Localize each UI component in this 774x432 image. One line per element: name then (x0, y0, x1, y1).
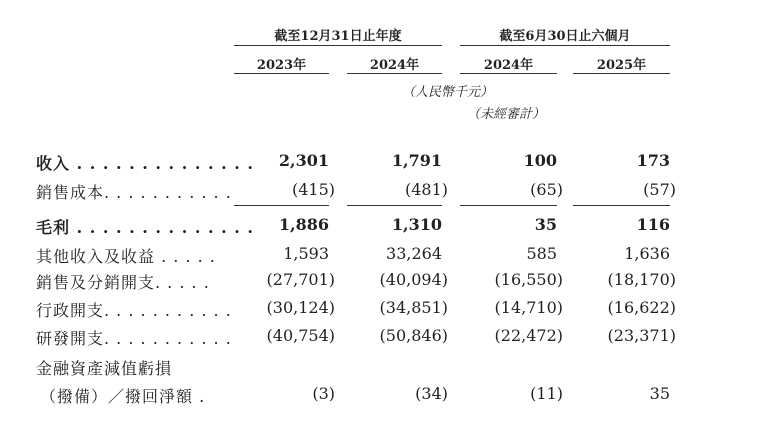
row-label-impairment-cont: （撥備）／撥回淨額 . (40, 387, 206, 406)
year-header-1: 2023年 (256, 58, 307, 73)
value-revenue-2023: 2,301 (278, 151, 329, 170)
row-label-gross-profit: 毛利 . . . . . . . . . . . . . . (36, 218, 254, 237)
value-gross-2023: 1,886 (278, 215, 329, 234)
value-other-income-h1-2025: 1,636 (624, 244, 670, 263)
value-gross-h1-2025: 116 (636, 215, 670, 234)
value-revenue-2024: 1,791 (391, 151, 442, 170)
row-label-rd-expenses: 研發開支. . . . . . . . . . . (36, 329, 232, 348)
value-cost-2023: (415) (291, 180, 335, 199)
value-other-income-2024: 33,264 (386, 244, 442, 263)
row-label-impairment: 金融資產減值虧損 (36, 359, 173, 378)
value-other-income-2023: 1,593 (283, 244, 329, 263)
year-rule-1 (234, 73, 329, 74)
gross-rule-2 (347, 205, 442, 206)
value-rd-h1-2025: (23,371) (607, 326, 676, 345)
row-label-selling-expenses: 銷售及分銷開支. . . . . (36, 273, 210, 292)
value-other-income-h1-2024: 585 (526, 244, 557, 263)
gross-rule-3 (460, 205, 557, 206)
value-impairment-2023: (3) (312, 384, 335, 403)
header-group-six-months: 截至6月30日止六個月 (499, 29, 631, 44)
unaudited-label: （未經審計） (467, 107, 546, 122)
row-label-other-income: 其他收入及收益 . . . . . (36, 247, 216, 266)
header-group1-rule (234, 45, 442, 46)
gross-rule-4 (573, 205, 670, 206)
gross-rule-1 (234, 205, 329, 206)
value-gross-2024: 1,310 (391, 215, 442, 234)
year-rule-2 (347, 73, 442, 74)
year-header-2: 2024年 (369, 58, 420, 73)
value-rd-2024: (50,846) (379, 326, 448, 345)
value-impairment-h1-2025: 35 (649, 384, 670, 403)
row-label-admin-expenses: 行政開支. . . . . . . . . . . (36, 301, 232, 320)
value-selling-2024: (40,094) (379, 270, 448, 289)
value-admin-h1-2025: (16,622) (607, 298, 676, 317)
row-label-revenue: 收入 . . . . . . . . . . . . . . (36, 154, 254, 173)
year-header-4: 2025年 (596, 58, 647, 73)
value-revenue-h1-2025: 173 (636, 151, 670, 170)
year-rule-3 (460, 73, 557, 74)
year-rule-4 (573, 73, 670, 74)
header-group-year-end: 截至12月31日止年度 (274, 29, 402, 44)
value-rd-h1-2024: (22,472) (494, 326, 563, 345)
row-label-cost-of-sales: 銷售成本. . . . . . . . . . . (36, 183, 232, 202)
year-header-3: 2024年 (483, 58, 534, 73)
value-cost-h1-2024: (65) (530, 180, 563, 199)
unit-label: （人民幣千元） (402, 85, 494, 100)
value-admin-2024: (34,851) (379, 298, 448, 317)
value-cost-2024: (481) (404, 180, 448, 199)
value-gross-h1-2024: 35 (534, 215, 557, 234)
value-revenue-h1-2024: 100 (523, 151, 557, 170)
value-rd-2023: (40,754) (266, 326, 335, 345)
value-admin-2023: (30,124) (266, 298, 335, 317)
value-impairment-h1-2024: (11) (530, 384, 563, 403)
value-selling-h1-2024: (16,550) (494, 270, 563, 289)
value-impairment-2024: (34) (415, 384, 448, 403)
header-group2-rule (460, 45, 670, 46)
value-admin-h1-2024: (14,710) (494, 298, 563, 317)
value-selling-2023: (27,701) (266, 270, 335, 289)
value-selling-h1-2025: (18,170) (607, 270, 676, 289)
value-cost-h1-2025: (57) (643, 180, 676, 199)
